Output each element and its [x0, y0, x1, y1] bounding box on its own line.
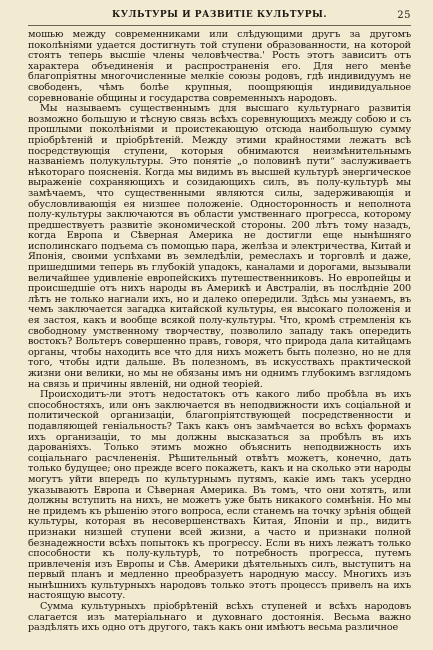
paragraph: Сумма культурныхъ пріобрѣтеній всѣхъ ступеней и всѣхъ народовъ слагается изъ матеріальнаго и духовнаго достоянія. Весьма важно раздѣлять ихъ одно отъ другого, такъ какъ они имѣютъ весьма различное — [28, 601, 411, 634]
paragraph: Мы называемъ существеннымъ для высшаго культурнаго развитія возможно большую и тѣсную связь всѣхъ соревнующихъ между собою и съ прошлыми поколѣніями и проистекающую отсюда наибольшую сумму пріобрѣтеній и пріобрѣтеній. Между этими крайностями лежатъ всѣ посредствующія ступени, которыя обнимаются неизмѣнительнымъ названіемъ полукультуры. Это понятіе „о половинѣ пути“ заслуживаетъ нѣкотораго поясненія. Когда мы видимъ въ высшей культурѣ энергическое выраженіе сохраняющихъ и созидающихъ силъ, въ полу-культурѣ мы замѣчаемъ, что существенными являются силы, задерживающія и обусловливающія ея низшее положеніе. Односторонность и неполнота полу-культуры заключаются въ области умственнаго прогресса, которому предшествуетъ развитіе экономической стороны. 200 лѣтъ тому назадъ, когда Европа и Сѣверная Америка не достигли еще нынѣшняго исполинскаго подъема съ помощью пара, желѣза и электричества, Китай и Японія, своими успѣхами въ земледѣліи, ремеслахъ и торговлѣ и даже, пришедшими теперь въ глубокій упадокъ, каналами и дорогами, вызывали величайшее удивленіе европейскихъ путешественниковъ. Но европейцы и происшедшіе отъ нихъ народы въ Америкѣ и Австраліи, въ послѣдніе 200 лѣтъ не только нагнали ихъ, но и далеко опередили. Здѣсь мы узнаемъ, въ чемъ заключается загадка китайской культуры, ея высокаго положенія и ея застоя, какъ и вообще всякой полу-культуры. Что, кромѣ стремленія къ свободному умственному творчеству, позволило западу такъ опередить востокъ? Вольтеръ совершенно правъ, говоря, что природа дала китайцамъ органы, чтобы находить все что для нихъ можетъ быть полезно, но не для того, чтобы идти дальше. Въ полезномъ, въ искусствахъ практической жизни они велики, но мы не обязаны имъ ни однимъ глубокимъ взглядомъ на связь и причины явленій, ни одной теоріей. — [28, 103, 411, 390]
running-header — [28, 10, 411, 24]
paragraph: мошью между современниками или слѣдующими другъ за другомъ поколѣніями удается достигнуть той ступени образованности, на которой стоятъ теперь высшіе члены человѣчества.' Рость этотъ зависитъ отъ характера объединенія и распространенія его. Для него менѣе благопріятны многочисленные мелкіе союзы родовъ, гдѣ индивидуумъ не свободенъ, чѣмъ болѣе крупныя, поощряющія индивидуальное соревнованіе общины и государства современныхъ народовъ. — [28, 29, 411, 104]
paragraph: Происходитъ-ли этотъ недостатокъ отъ какого либо пробѣла въ ихъ способностяхъ, или онъ заключается въ неподвижности ихъ соціальной и политической организаціи, благопріятствующей посредственности и подавляющей геніальность? Такъ какъ онъ замѣчается во всѣхъ формахъ ихъ организаціи, то мы должны высказаться за пробѣлъ въ ихъ дарованіяхъ. Только этимъ можно объяснить неподвижность ихъ соціальнаго расчлененія. Рѣшительный отвѣтъ можетъ, конечно, дать только будущее; оно прежде всего покажетъ, какъ и на сколько эти народы могутъ уйти впередъ по культурнымъ путямъ, какіе имъ такъ усердно указываютъ Европа и Сѣверная Америка. Въ томъ, что они хотятъ, или должны вступить на нихъ, не можетъ уже быть никакого сомнѣнія. Но мы не придемъ къ рѣшенію этого вопроса, если станемъ на точку зрѣнія общей культуры, которая въ несовершенствахъ Китая, Японіи и пр., видитъ признаки низшей ступени всей жизни, а часто и признаки полной безнадежности всѣхъ попытокъ къ прогрессу. Если въ нихъ лежатъ только способности къ полу-культурѣ, то потребность прогресса, путемъ привлеченія изъ Европы и Сѣв. Америки дѣятельныхъ силъ, выступитъ на первый планъ и медленно преобразуетъ народную массу. Многихъ изъ нынѣшнихъ культурныхъ народовъ только этотъ процессъ привелъ на ихъ настоящую высоту. — [28, 389, 411, 602]
header-rule — [28, 25, 411, 26]
running-title: КУЛЬТУРЫ И РАЗВИТІЕ КУЛЬТУРЫ. — [112, 10, 327, 20]
body-text — [28, 30, 411, 636]
page-number: 25 — [397, 10, 411, 21]
